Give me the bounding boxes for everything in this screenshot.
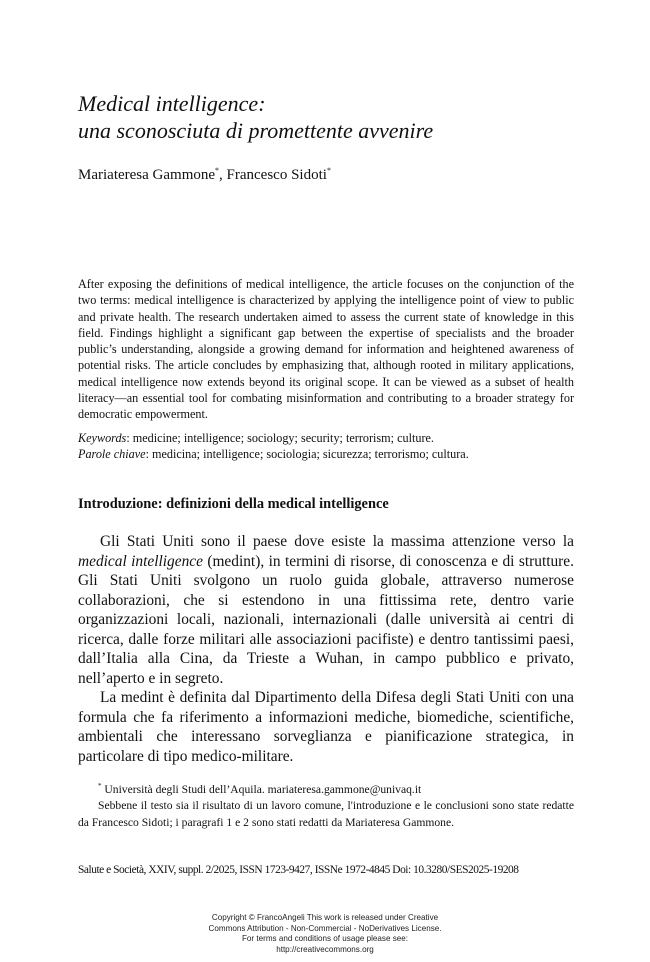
paragraph-1-start: Gli Stati Uniti sono il paese dove esiste la massima attenzione verso la [100, 533, 574, 550]
keywords-it [78, 446, 574, 462]
paragraph-1 [78, 532, 574, 688]
article-title [78, 90, 578, 144]
footnote-marker: * [98, 782, 102, 791]
author-footnote-marker: * [215, 166, 220, 175]
section-heading: Introduzione: definizioni della medical intelligence [78, 496, 389, 512]
author-sidoti: Francesco Sidoti [226, 167, 327, 183]
paragraph-1-italic: medical intelligence [78, 552, 203, 570]
license-line-2: Commons Attribution - Non-Commercial - NoDerivatives License. [208, 923, 442, 933]
body-text [78, 532, 574, 766]
footnote-note: Sebbene il testo sia il risultato di un lavoro comune, l'introduzione e le conclusioni sono state redatte da Francesco Sidoti; i paragrafi 1 e 2 sono stati redatti da Mariateresa Gammone. [78, 799, 574, 829]
footnote-affiliation [78, 782, 574, 798]
citation-line: Salute e Società, XXIV, suppl. 2/2025, ISSN 1723-9427, ISSNe 1972-4845 Doi: 10.3280/SES2025-19208 [78, 864, 519, 876]
footnote-affiliation-text: Università degli Studi dell’Aquila. mariateresa.gammone@univaq.it [101, 783, 422, 796]
keywords-block [78, 430, 574, 463]
keywords-en-values: : medicine; intelligence; sociology; security; terrorism; culture. [126, 431, 434, 445]
license-line-1: Copyright © FrancoAngeli This work is released under Creative [211, 913, 439, 922]
author-gammone: Mariateresa Gammone [78, 167, 216, 183]
author-separator: , [219, 167, 227, 183]
license-link[interactable]: http://creativecommons.org [276, 944, 374, 954]
title-line-1: Medical intelligence: [78, 91, 266, 116]
license-notice [160, 913, 490, 955]
author-list [78, 165, 331, 185]
title-line-2: una sconosciuta di promettente avvenire [78, 118, 434, 143]
keywords-it-label: Parole chiave [78, 447, 146, 462]
license-line-3: For terms and conditions of usage please see: [241, 934, 409, 943]
paragraph-1-rest: (medint), in termini di risorse, di conoscenza e di strutture. Gli Stati Uniti svolgono un ruolo guida globale, attraverso numerose collaborazioni, che si estendono in una fittissima rete, dentro varie organizzazioni locali, nazionali, internazionali (dalle università ai centri di ricerca, dalle forze militari alle associazioni pacifiste) e dentro tantissimi paesi, dall’Italia alla Cina, da Trieste a Wuhan, in campo pubblico e privato, nell’aperto e in segreto. [78, 552, 574, 687]
paragraph-2: La medint è definita dal Dipartimento della Difesa degli Stati Uniti con una formula che fa riferimento a informazioni mediche, biomediche, scientifiche, ambientali che interessano sorveglianza e pianificazione strategica, in particolare di tipo medico-militare. [78, 689, 574, 765]
keywords-it-values: : medicina; intelligence; sociologia; sicurezza; terrorismo; cultura. [145, 447, 469, 462]
abstract: After exposing the definitions of medical intelligence, the article focuses on the conjunction of the two terms: medical intelligence is characterized by applying the intelligence point of view to public and private health. The research undertaken aimed to assess the current state of knowledge in this field. Findings highlight a significant gap between the expertise of specialists and the broader public’s understanding, alongside a growing demand for information and heightened awareness of potential risks. The article concludes by emphasizing that, although rooted in military applications, medical intelligence now extends beyond its original scope. It can be viewed as a subset of health literacy—an essential tool for combating misinformation and contributing to a broader strategy for democratic empowerment. [78, 277, 574, 422]
footnote [78, 782, 574, 831]
author-footnote-marker: * [326, 166, 331, 175]
keywords-en [78, 430, 574, 446]
keywords-en-label: Keywords [78, 431, 127, 445]
